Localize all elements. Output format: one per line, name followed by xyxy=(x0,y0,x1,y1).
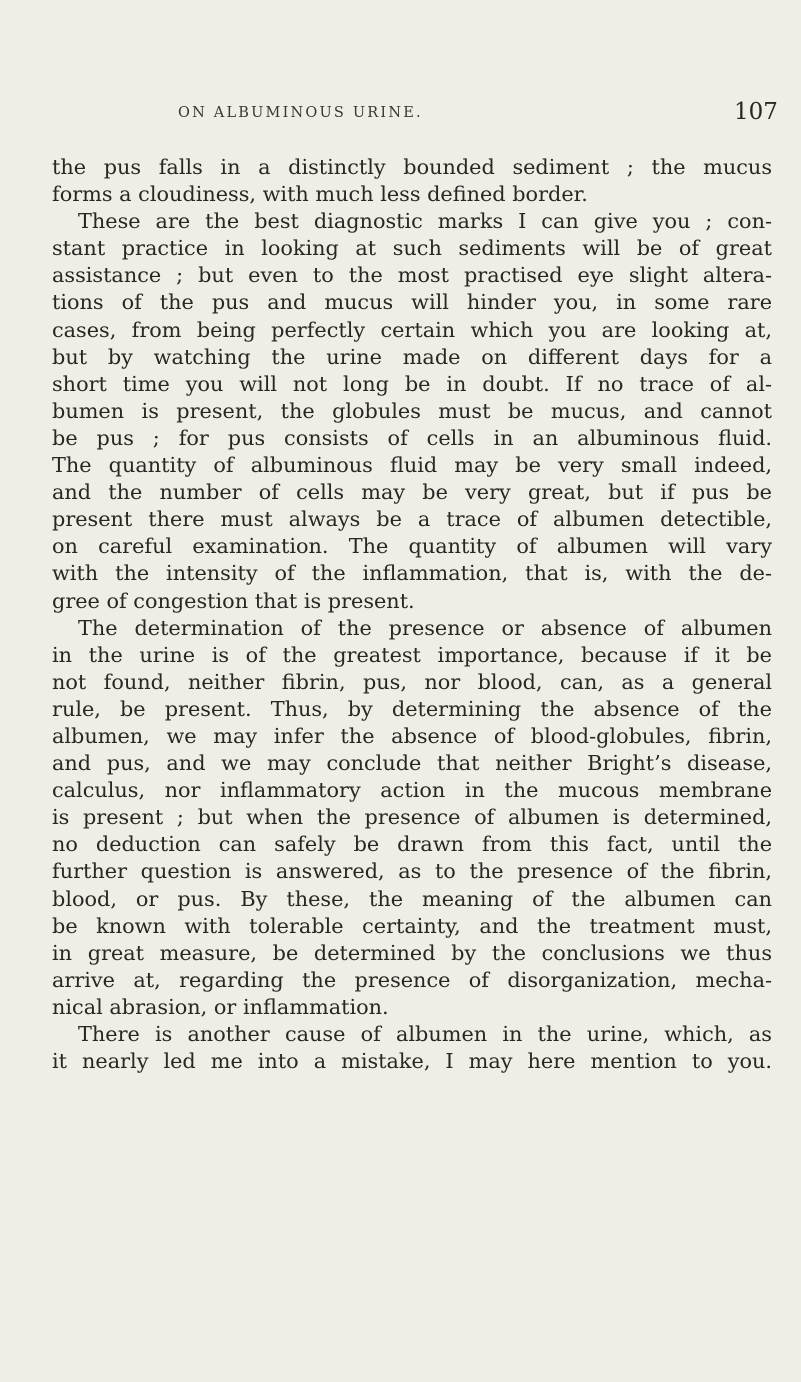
page-header xyxy=(0,99,801,133)
text-line: and the number of cells may be very great, but if pus be xyxy=(52,480,772,505)
text-line: short time you will not long be in doubt. If no trace of al- xyxy=(52,371,772,396)
text-line: on careful examination. The quantity of albumen will vary xyxy=(52,534,772,559)
text-line: and pus, and we may conclude that neither Bright’s disease, xyxy=(52,751,772,776)
text-line: be pus ; for pus consists of cells in an albuminous fluid. xyxy=(52,425,772,450)
text-line: in great measure, be determined by the conclusions we thus xyxy=(52,940,772,965)
text-line: blood, or pus. By these, the meaning of the albumen can xyxy=(52,886,772,911)
text-line: albumen, we may infer the absence of blood-globules, fibrin, xyxy=(52,723,772,748)
text-line: arrive at, regarding the presence of disorganization, mecha- xyxy=(52,967,772,992)
text-line: nical abrasion, or inflammation. xyxy=(52,994,389,1019)
text-line: calculus, nor inflammatory action in the mucous membrane xyxy=(52,778,772,803)
text-line: There is another cause of albumen in the urine, which, as xyxy=(78,1022,772,1046)
text-line: in the urine is of the greatest importance, because if it be xyxy=(52,642,772,667)
text-line: with the intensity of the inflammation, that is, with the de- xyxy=(52,561,772,586)
text-line: be known with tolerable certainty, and the treatment must, xyxy=(52,913,772,938)
text-line: but by watching the urine made on different days for a xyxy=(52,344,772,369)
text-line: further question is answered, as to the presence of the fibrin, xyxy=(52,859,772,884)
text-line: rule, be present. Thus, by determining the absence of the xyxy=(52,696,772,721)
text-line: The determination of the presence or absence of albumen xyxy=(78,615,772,640)
text-line: it nearly led me into a mistake, I may here mention to you. xyxy=(52,1049,772,1074)
text-line: forms a cloudiness, with much less defined border. xyxy=(52,182,588,207)
text-line: cases, from being perfectly certain which you are looking at, xyxy=(52,317,772,342)
text-line: tions of the pus and mucus will hinder you, in some rare xyxy=(52,290,772,315)
text-line: The quantity of albuminous fluid may be very small indeed, xyxy=(52,453,772,478)
text-line: no deduction can safely be drawn from this fact, until the xyxy=(52,832,772,857)
text-line: stant practice in looking at such sediments will be of great xyxy=(52,236,772,261)
page-number: 107 xyxy=(734,99,778,125)
text-line: is present ; but when the presence of albumen is determined, xyxy=(52,805,772,830)
text-line: present there must always be a trace of albumen detectible, xyxy=(52,507,772,532)
text-line: These are the best diagnostic marks I can give you ; con- xyxy=(78,209,772,234)
text-line: assistance ; but even to the most practised eye slight altera- xyxy=(52,263,772,288)
text-line: gree of congestion that is present. xyxy=(52,588,415,613)
body-text xyxy=(52,154,772,1075)
text-line: bumen is present, the globules must be mucus, and cannot xyxy=(52,398,772,423)
text-line: not found, neither fibrin, pus, nor blood, can, as a general xyxy=(52,669,772,694)
text-line: the pus falls in a distinctly bounded sediment ; the mucus xyxy=(52,155,772,179)
running-title: ON ALBUMINOUS URINE. xyxy=(178,105,423,121)
